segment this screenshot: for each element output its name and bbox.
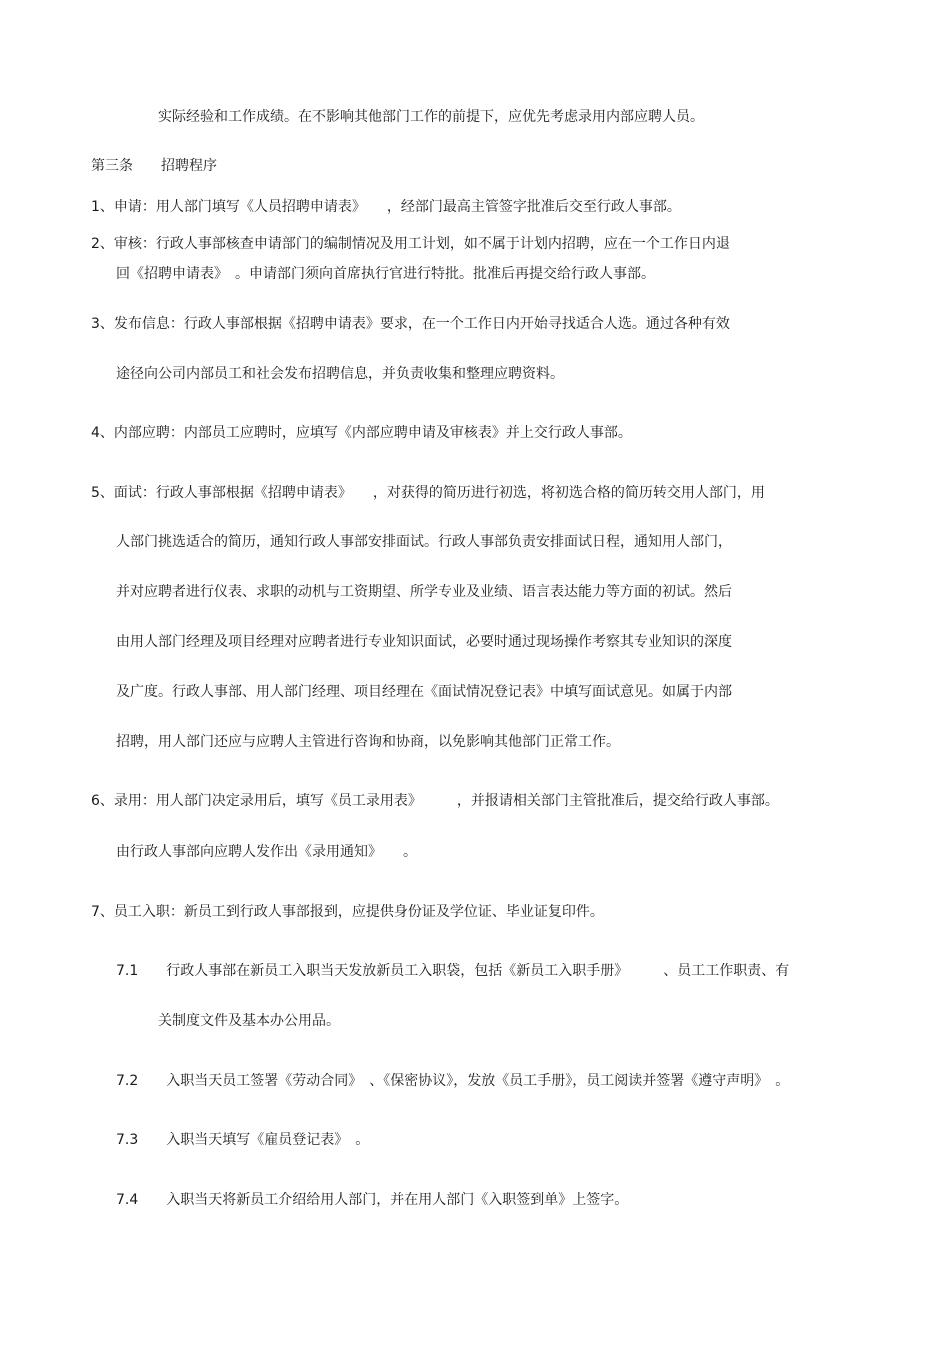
- list-item-continuation: 由行政人事部向应聘人发作出《录用通知》 。: [116, 844, 417, 860]
- sub-list-item: 7.1 行政人事部在新员工入职当天发放新员工入职袋，包括《新员工入职手册》 、员工工作职责、有: [116, 963, 790, 979]
- list-item: 3、发布信息：行政人事部根据《招聘申请表》要求，在一个工作日内开始寻找适合人选。通过各种有效: [91, 316, 730, 332]
- list-item-continuation: 人部门挑选适合的简历，通知行政人事部安排面试。行政人事部负责安排面试日程，通知用人部门，: [116, 534, 732, 550]
- section-heading: 第三条 招聘程序: [91, 158, 217, 174]
- list-item-continuation: 由用人部门经理及项目经理对应聘者进行专业知识面试，必要时通过现场操作考察其专业知识的深度: [116, 634, 732, 650]
- list-item-continuation: 途径向公司内部员工和社会发布招聘信息，并负责收集和整理应聘资料。: [116, 366, 564, 382]
- list-item: 4、内部应聘：内部员工应聘时，应填写《内部应聘申请及审核表》并上交行政人事部。: [91, 425, 632, 441]
- list-item-continuation: 回《招聘申请表》 。申请部门须向首席执行官进行特批。批准后再提交给行政人事部。: [116, 266, 655, 282]
- list-item-continuation: 及广度。行政人事部、用人部门经理、项目经理在《面试情况登记表》中填写面试意见。如属于内部: [116, 684, 732, 700]
- paragraph-line: 实际经验和工作成绩。在不影响其他部门工作的前提下，应优先考虑录用内部应聘人员。: [158, 109, 704, 125]
- sub-list-item-continuation: 关制度文件及基本办公用品。: [158, 1013, 340, 1029]
- sub-list-item: 7.3 入职当天填写《雇员登记表》 。: [116, 1132, 370, 1148]
- sub-list-item: 7.2 入职当天员工签署《劳动合同》 、《保密协议》，发放《员工手册》，员工阅读并签署《遵守声明》 。: [116, 1073, 790, 1089]
- list-item-continuation: 并对应聘者进行仪表、求职的动机与工资期望、所学专业及业绩、语言表达能力等方面的初试。然后: [116, 584, 732, 600]
- list-item-continuation: 招聘，用人部门还应与应聘人主管进行咨询和协商，以免影响其他部门正常工作。: [116, 734, 620, 750]
- sub-list-item: 7.4 入职当天将新员工介绍给用人部门，并在用人部门《入职签到单》上签字。: [116, 1192, 629, 1208]
- list-item: 2、审核：行政人事部核查申请部门的编制情况及用工计划，如不属于计划内招聘，应在一个工作日内退: [91, 236, 730, 252]
- list-item: 7、员工入职：新员工到行政人事部报到，应提供身份证及学位证、毕业证复印件。: [91, 904, 604, 920]
- list-item: 6、录用：用人部门决定录用后，填写《员工录用表》 ，并报请相关部门主管批准后，提交给行政人事部。: [91, 793, 779, 809]
- list-item: 5、面试：行政人事部根据《招聘申请表》 ，对获得的简历进行初选，将初选合格的简历转交用人部门，用: [91, 485, 765, 501]
- list-item: 1、申请：用人部门填写《人员招聘申请表》 ，经部门最高主管签字批准后交至行政人事部。: [91, 199, 681, 215]
